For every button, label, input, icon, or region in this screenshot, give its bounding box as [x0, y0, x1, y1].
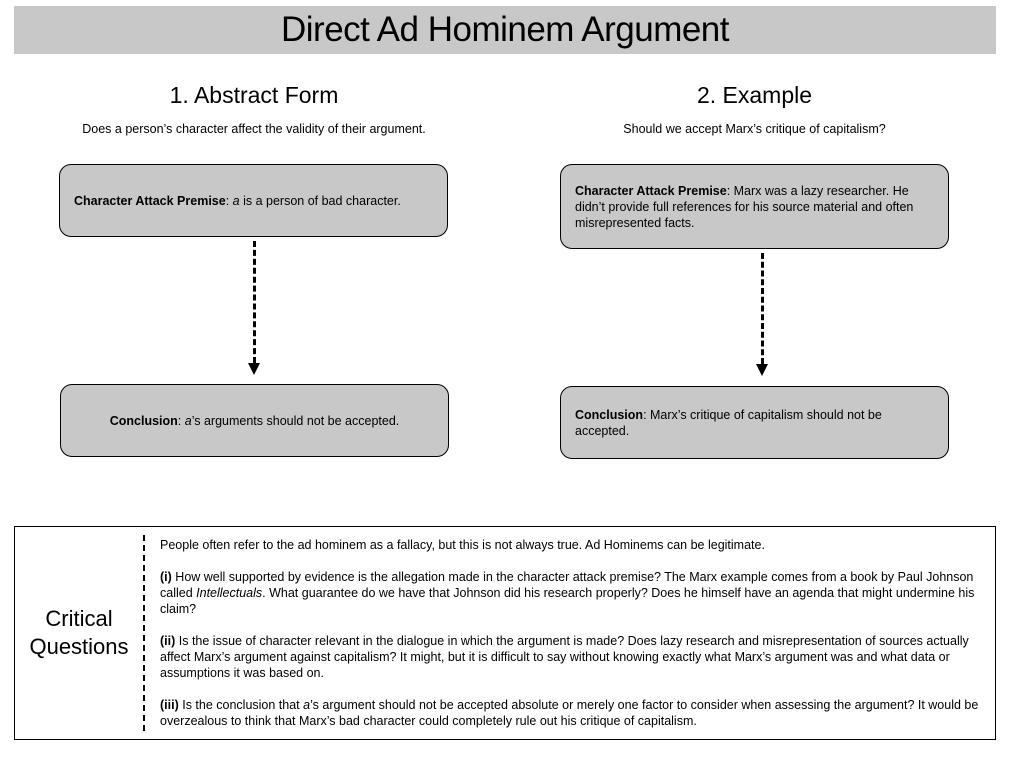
- q3-number: (iii): [160, 698, 179, 712]
- example-premise-box: [560, 164, 949, 249]
- title-bar: [14, 6, 996, 54]
- abstract-premise-label: Character Attack Premise: [74, 193, 226, 208]
- example-premise-label: Character Attack Premise: [575, 183, 727, 198]
- abstract-question: Does a person’s character affect the validity of their argument.: [82, 122, 426, 136]
- abstract-conclusion-label: Conclusion: [109, 413, 178, 428]
- q3-var: a: [303, 698, 311, 712]
- critical-question-1: [160, 569, 981, 617]
- example-heading: 2. Example: [696, 82, 813, 108]
- abstract-premise-var: a: [232, 193, 240, 208]
- example-conclusion-text: : Marx’s critique of capitalism should not be accepted.: [575, 407, 882, 438]
- abstract-inference-arrow: [248, 241, 260, 375]
- critical-label-line1: Critical: [45, 606, 113, 631]
- q1-text-a: How well supported by evidence is the allegation made in the character attack premise? The Marx example comes from a book by Paul Johnson called: [160, 570, 974, 600]
- abstract-conclusion-box: [60, 384, 449, 457]
- critical-question-2: [160, 633, 981, 681]
- critical-intro: People often refer to the ad hominem as a fallacy, but this is not always true. Ad Hominems can be legitimate.: [160, 538, 765, 552]
- abstract-conclusion-sep: :: [177, 413, 185, 428]
- abstract-premise-sep: :: [225, 193, 233, 208]
- abstract-conclusion-text: ’s arguments should not be accepted.: [191, 413, 400, 428]
- critical-questions-panel: [14, 526, 996, 740]
- critical-questions-text: [160, 537, 981, 729]
- example-conclusion-label: Conclusion: [575, 407, 644, 422]
- q2-text: Is the issue of character relevant in the dialogue in which the argument is made? Does lazy research and misrepresentation of sources actually affect Marx’s argument against capitalism? It might, but it is difficult to say without knowing exactly what Marx’s argument was and what data or assumptions it was based on.: [160, 634, 969, 680]
- q1-number: (i): [160, 570, 172, 584]
- q2-number: (ii): [160, 634, 176, 648]
- example-conclusion-box: [560, 386, 949, 459]
- example-inference-arrow: [756, 253, 768, 376]
- abstract-conclusion-var: a: [184, 413, 192, 428]
- critical-divider: [143, 535, 145, 731]
- q3-text-a: Is the conclusion that: [178, 698, 304, 712]
- abstract-premise-text: is a person of bad character.: [239, 193, 401, 208]
- abstract-premise-box: [59, 164, 448, 237]
- q1-book-title: Intellectuals: [196, 586, 263, 600]
- critical-label-line2: Questions: [29, 634, 129, 659]
- page-title: Direct Ad Hominem Argument: [280, 10, 729, 49]
- q1-text-b: . What guarantee do we have that Johnson did his research properly? Does he himself have an agenda that might undermine his claim?: [160, 586, 975, 616]
- critical-question-3: [160, 697, 981, 729]
- abstract-heading: 1. Abstract Form: [169, 82, 339, 108]
- example-premise-text: : Marx was a lazy researcher. He didn’t provide full references for his source material and often misrepresented facts.: [575, 183, 914, 230]
- critical-questions-label: [15, 527, 143, 739]
- example-question: Should we accept Marx’s critique of capitalism?: [623, 122, 886, 136]
- q3-text-b: ’s argument should not be accepted absolute or merely one factor to consider when assessing the argument? It would be overzealous to think that Marx’s bad character could completely rule out his critique of capitalism.: [160, 698, 979, 728]
